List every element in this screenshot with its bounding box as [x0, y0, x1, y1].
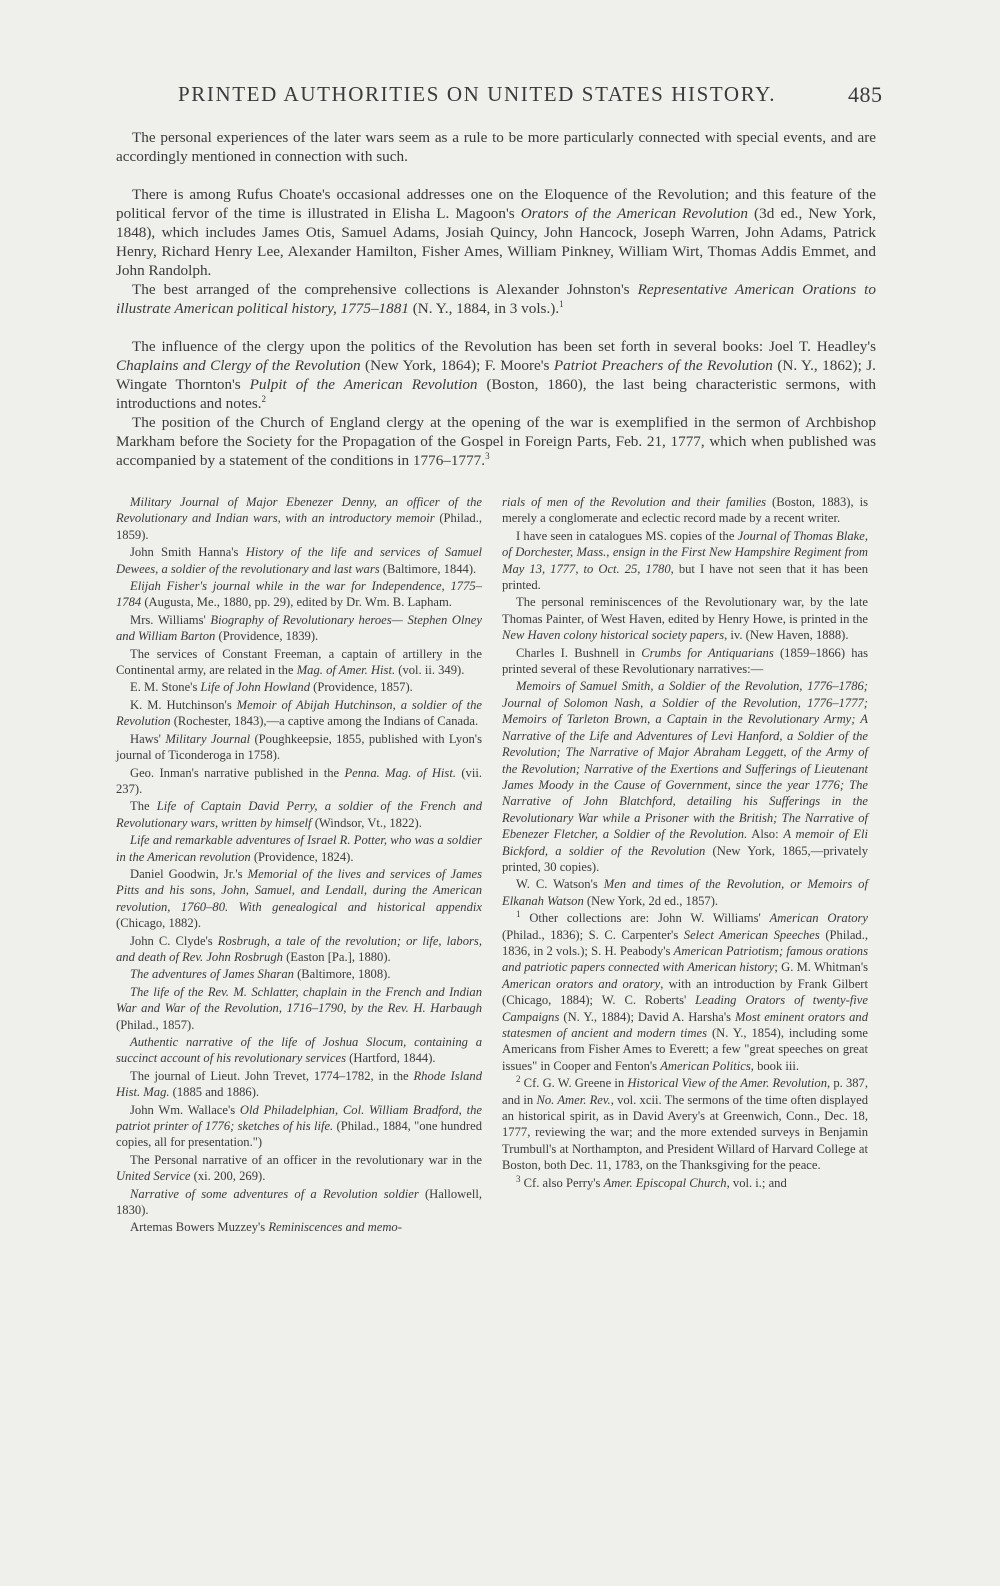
bib-entry: John C. Clyde's Rosbrugh, a tale of the revolution; or life, labors, and death of Rev. John Rosbrugh (Easton [Pa.], 1880). [116, 933, 482, 964]
paragraph: The personal experiences of the later wars seem as a rule to be more particularly connected with special events, and are accordingly mentioned in connection with such. [116, 129, 876, 165]
bib-entry: Authentic narrative of the life of Joshua Slocum, containing a succinct account of his revolutionary services (Hartford, 1844). [116, 1035, 482, 1066]
bib-entry: Life and remarkable adventures of Israel R. Potter, who was a soldier in the American revolution (Providence, 1824). [116, 833, 482, 864]
right-column [502, 494, 868, 1192]
bib-entry: K. M. Hutchinson's Memoir of Abijah Hutchinson, a soldier of the Revolution (Rochester, 1843),—a captive among the Indians of Canada. [116, 697, 482, 729]
paragraph: The influence of the clergy upon the politics of the Revolution has been set forth in several books: Joel T. Headley's Chaplains and Clergy of the Revolution (New York, 1864); F. Moore's Patriot Preachers of the Revolution (N. Y., 1862); J. Wingate Thornton's Pulpit of the American Revolution (Boston, 1860), the last being characteristic sermons, with introductions and notes.$^2$ [116, 338, 877, 412]
bib-entry: Military Journal of Major Ebenezer Denny, an officer of the Revolutionary and Indian wars, with an introductory memoir (Philad., 1859). [116, 495, 483, 542]
bib-entry: Memoirs of Samuel Smith, a Soldier of the Revolution, 1776–1786; Journal of Solomon Nash, a Soldier of the Revolution, 1776–1777; Memoirs of Tarleton Brown, a Captain in the Revolutionary Army; A Narrative of the Life and Adventures of Levi Hanford, a Soldier of the Revolution; The Narrative of Major Abraham Leggett, of the Army of the Revolution; Narrative of the Exertions and Sufferings of Lieutenant James Moody in the Cause of Government, since the year 1776; The Narrative of John Blatchford, detailing his Sufferings in the Revolutionary War while a Prisoner with the British; The Narrative of Ebenezer Fletcher, a Soldier of the Revolution. Also: A memoir of Eli Bickford, a soldier of the Revolution (New York, 1865,—privately printed, 30 copies). [502, 679, 868, 874]
page-number: 485 [848, 82, 883, 107]
bib-entry: The Personal narrative of an officer in the revolutionary war in the United Service (xi. 200, 269). [116, 1152, 482, 1184]
bib-entry: E. M. Stone's Life of John Howland (Providence, 1857). [130, 680, 413, 695]
bib-entry: The adventures of James Sharan (Baltimore, 1808). [130, 967, 391, 982]
bib-entry: I have seen in catalogues MS. copies of the Journal of Thomas Blake, of Dorchester, Mass., ensign in the First New Hampshire Regiment from May 13, 1777, to Oct. 25, 1780, but I have not seen that it has been printed. [502, 528, 868, 593]
bib-entry: The personal reminiscences of the Revolutionary war, by the late Thomas Painter, of West Haven, edited by Henry Howe, is printed in the New Haven colony historical society papers, iv. (New Haven, 1888). [502, 595, 868, 643]
bib-entry: Geo. Inman's narrative published in the Penna. Mag. of Hist. (vii. 237). [116, 765, 482, 796]
bib-entry: The Life of Captain David Perry, a soldier of the French and Revolutionary wars, written by himself (Windsor, Vt., 1822). [116, 799, 482, 830]
top-text-block [116, 128, 876, 470]
running-title: PRINTED AUTHORITIES ON UNITED STATES HISTORY. [178, 82, 777, 106]
footnote: $^3$ Cf. also Perry's Amer. Episcopal Church, vol. i.; and [516, 1173, 787, 1190]
left-column [116, 494, 482, 1237]
footnote: $^2$ Cf. G. W. Greene in Historical View of the Amer. Revolution, p. 387, and in No. Amer. Rev., vol. xcii. The sermons of the time often displayed an historical spirit, as in David Avery's at Greenwich, Conn., Dec. 18, 1777, reviewing the war; and the more extended surveys in Benjamin Trumbull's at Northampton, and President Willard of Harvard College at Boston, both Dec. 11, 1783, on the Thanksgiving for the peace. [502, 1074, 869, 1173]
bib-entry: The journal of Lieut. John Trevet, 1774–1782, in the Rhode Island Hist. Mag. (1885 and 1886). [116, 1068, 482, 1100]
bib-entry: The services of Constant Freeman, a captain of artillery in the Continental army, are related in the Mag. of Amer. Hist. (vol. ii. 349). [116, 646, 482, 678]
bib-entry: rials of men of the Revolution and their families (Boston, 1883), is merely a conglomerate and eclectic record made by a recent writer. [502, 495, 868, 526]
bib-entry: Haws' Military Journal (Poughkeepsie, 1855, published with Lyon's journal of Ticonderoga in 1758). [116, 731, 482, 763]
bib-entry: Charles I. Bushnell in Crumbs for Antiquarians (1859–1866) has printed several of these Revolutionary narratives:— [502, 645, 868, 677]
bib-entry: Mrs. Williams' Biography of Revolutionary heroes— Stephen Olney and William Barton (Providence, 1839). [116, 612, 482, 644]
footnote: $^1$ Other collections are: John W. Williams' American Oratory (Philad., 1836); S. C. Carpenter's Select American Speeches (Philad., 1836, in 2 vols.); S. H. Peabody's American Patriotism; famous orations and patriotic papers connected with American history; G. M. Whitman's American orators and oratory, with an introduction by Frank Gilbert (Chicago, 1884); W. C. Roberts' Leading Orators of twenty-five Campaigns (N. Y., 1884); David A. Harsha's Most eminent orators and statesmen of ancient and modern times (N. Y., 1854), including some Americans from Fisher Ames to Everett; a few "great speeches on great issues" in Cooper and Fenton's American Politics, book iii. [502, 908, 869, 1073]
bib-entry: John Wm. Wallace's Old Philadelphian, Col. William Bradford, the patriot printer of 1776; sketches of his life. (Philad., 1884, "one hundred copies, all for presentation.") [116, 1102, 482, 1150]
running-header [0, 82, 1000, 118]
bib-entry: Elijah Fisher's journal while in the war for Independence, 1775–1784 (Augusta, Me., 1880, pp. 29), edited by Dr. Wm. B. Lapham. [116, 579, 482, 610]
bib-entry: Artemas Bowers Muzzey's Reminiscences and memo- [130, 1220, 402, 1235]
bib-entry: The life of the Rev. M. Schlatter, chaplain in the French and Indian War and War of the Revolution, 1716–1790, by the Rev. H. Harbaugh (Philad., 1857). [116, 984, 482, 1032]
bib-entry: Daniel Goodwin, Jr.'s Memorial of the lives and services of James Pitts and his sons, John, Samuel, and Lendall, during the American revolution, 1760–80. With genealogical and historical appendix (Chicago, 1882). [116, 866, 482, 931]
paragraph: The best arranged of the comprehensive collections is Alexander Johnston's Representative American Orations to illustrate American political history, 1775–1881 (N. Y., 1884, in 3 vols.).$^1$ [116, 281, 876, 317]
bib-entry: Narrative of some adventures of a Revolution soldier (Hallowell, 1830). [116, 1186, 482, 1218]
bib-entry: John Smith Hanna's History of the life and services of Samuel Dewees, a soldier of the revolutionary and last wars (Baltimore, 1844). [116, 545, 482, 576]
paragraph: There is among Rufus Choate's occasional addresses one on the Eloquence of the Revolution; and this feature of the political fervor of the time is illustrated in Elisha L. Magoon's Orators of the American Revolution (3d ed., New York, 1848), which includes James Otis, Samuel Adams, Josiah Quincy, John Hancock, Joseph Warren, John Adams, Patrick Henry, Richard Henry Lee, Alexander Hamilton, Fisher Ames, William Pinkney, William Wirt, Thomas Addis Emmet, and John Randolph. [116, 186, 876, 279]
paragraph: The position of the Church of England clergy at the opening of the war is exemplified in the sermon of Archbishop Markham before the Society for the Propagation of the Gospel in Foreign Parts, Feb. 21, 1777, which when published was accompanied by a statement of the conditions in 1776–1777.$^3$ [116, 414, 876, 469]
bib-entry: W. C. Watson's Men and times of the Revolution, or Memoirs of Elkanah Watson (New York, 2d ed., 1857). [502, 877, 868, 908]
